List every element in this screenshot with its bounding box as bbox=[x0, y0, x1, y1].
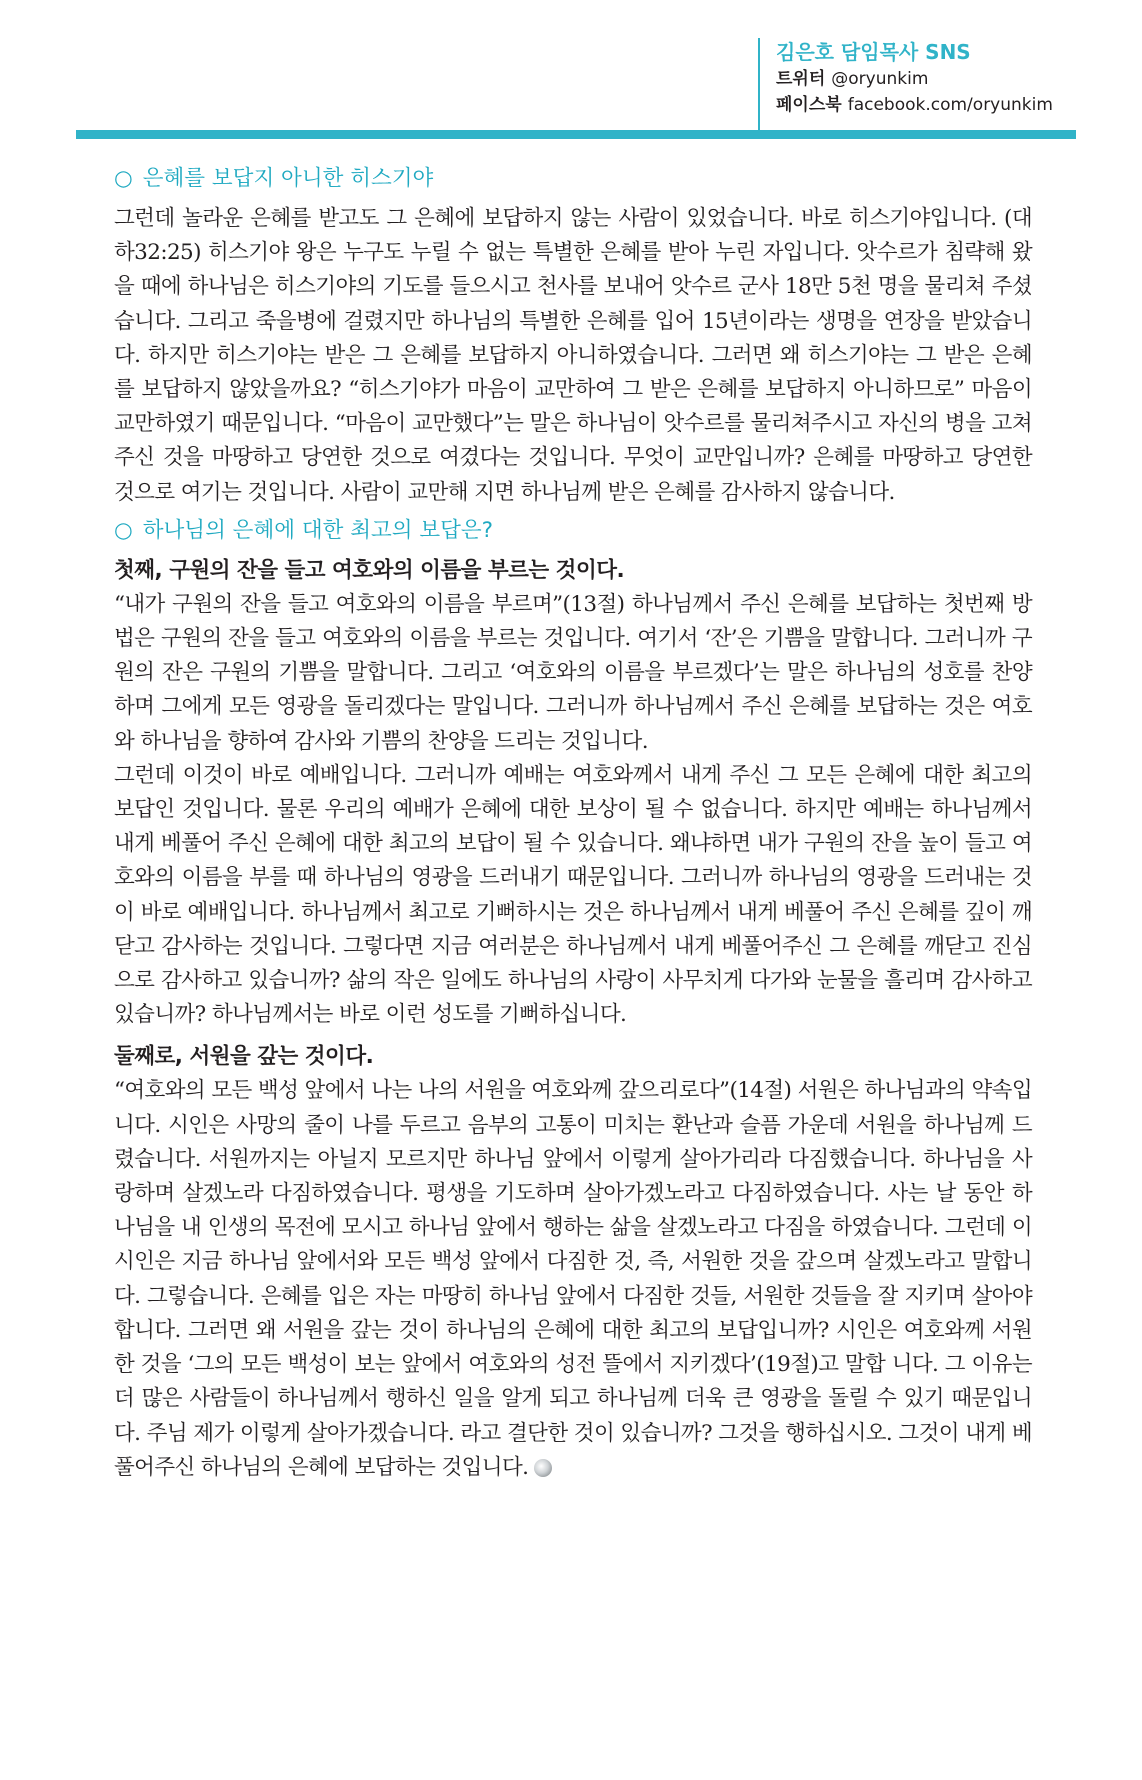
twitter-handle[interactable]: @oryunkim bbox=[831, 69, 929, 89]
section-title-1 bbox=[114, 162, 1032, 196]
twitter-line bbox=[776, 66, 1142, 92]
sns-header bbox=[758, 38, 1142, 130]
section-title-2 bbox=[114, 514, 1032, 548]
header-divider bbox=[76, 130, 1076, 139]
paragraph: “내가 구원의 잔을 들고 여호와의 이름을 부르며”(13절) 하나님께서 주신 은혜를 보답하는 첫번째 방법은 구원의 잔을 들고 여호와의 이름을 부르는 것입니다. 여기서 ‘잔’은 기쁨을 말합니다. 그러니까 구원의 잔은 구원의 기쁨을 말합니다. 그리고 ‘여호와의 이름을 부르겠다’는 말은 하나님의 성호를 찬양하며 그에게 모든 영광을 돌리겠다는 말입니다. 그러니까 하나님께서 주신 은혜를 보답하는 것은 여호와 하나님을 향하여 감사와 기쁨의 찬양을 드리는 것입니다. bbox=[114, 591, 1032, 754]
section-title-text: 은혜를 보답지 아니한 히스기야 bbox=[142, 166, 434, 191]
subheading-second: 둘째로, 서원을 갚는 것이다. bbox=[114, 1044, 374, 1070]
twitter-label: 트위터 bbox=[776, 69, 826, 89]
article-body bbox=[114, 162, 1032, 1485]
paragraph: 그런데 놀라운 은혜를 받고도 그 은혜에 보답하지 않는 사람이 있었습니다. 바로 히스기야입니다. (대하32:25) 히스기야 왕은 누구도 누릴 수 없는 특별한 은혜를 받아 누린 자입니다. 앗수르가 침략해 왔을 때에 하나님은 히스기야의 기도를 들으시고 천사를 보내어 앗수르 군사 18만 5천 명을 물리쳐 주셨습니다. 그리고 죽을병에 걸렸지만 하나님의 특별한 은혜를 입어 15년이라는 생명을 연장을 받았습니다. 하지만 히스기야는 받은 그 은혜를 보답하지 아니하였습니다. 그러면 왜 히스기야는 그 받은 은혜를 보답하지 않았을까요? “히스기야가 마음이 교만하여 그 받은 은혜를 보답하지 아니하므로” 마음이 교만하였기 때문입니다. “마음이 교만했다”는 말은 하나님이 앗수르를 물리쳐주시고 자신의 병을 고쳐 주신 것을 마땅하고 당연한 것으로 여겼다는 것입니다. 무엇이 교만입니까? 은혜를 마땅하고 당연한 것으로 여기는 것입니다. 사람이 교만해 지면 하나님께 받은 은혜를 감사하지 않습니다. bbox=[114, 206, 1032, 505]
circle-bullet-icon: ○ bbox=[114, 517, 133, 543]
circle-bullet-icon: ○ bbox=[114, 166, 133, 191]
paragraph: 그런데 이것이 바로 예배입니다. 그러니까 예배는 여호와께서 내게 주신 그 모든 은혜에 대한 최고의 보답인 것입니다. 물론 우리의 예배가 은혜에 대한 보상이 될 수 없습니다. 하지만 예배는 하나님께서 내게 베풀어 주신 은혜에 대한 최고의 보답이 될 수 있습니다. 왜냐하면 내가 구원의 잔을 높이 들고 여호와의 이름을 부를 때 하나님의 영광을 드러내기 때문입니다. 그러니까 하나님의 영광을 드러내는 것이 바로 예배입니다. 하나님께서 최고로 기뻐하시는 것은 하나님께서 내게 베풀어 주신 은혜를 깊이 깨닫고 감사하는 것입니다. 그렇다면 지금 여러분은 하나님께서 내게 베풀어주신 그 은혜를 깨닫고 진심으로 감사하고 있습니까? 삶의 작은 일에도 하나님의 사랑이 사무치게 다가와 눈물을 흘리며 감사하고 있습니까? 하나님께서는 바로 이런 성도를 기뻐하십니다. bbox=[114, 762, 1032, 1028]
section-title-text: 하나님의 은혜에 대한 최고의 보답은? bbox=[142, 517, 494, 543]
facebook-line bbox=[776, 92, 1142, 118]
end-mark-icon bbox=[534, 1459, 552, 1477]
paragraph-last bbox=[114, 1074, 1032, 1484]
subheading-first: 첫째, 구원의 잔을 들고 여호와의 이름을 부르는 것이다. bbox=[114, 557, 625, 583]
facebook-url[interactable]: facebook.com/oryunkim bbox=[847, 95, 1053, 115]
header-title: 김은호 담임목사 SNS bbox=[776, 40, 971, 64]
facebook-label: 페이스북 bbox=[776, 95, 842, 115]
paragraph-text: “여호와의 모든 백성 앞에서 나는 나의 서원을 여호와께 갚으리로다”(14절) 서원은 하나님과의 약속입니다. 시인은 사망의 줄이 나를 두르고 음부의 고통이 미치는 환난과 슬픔 가운데 서원을 하나님께 드렸습니다. 서원까지는 아닐지 모르지만 하나님 앞에서 이렇게 살아가리라 다짐했습니다. 하나님을 사랑하며 살겠노라 다짐하였습니다. 평생을 기도하며 살아가겠노라고 다짐하였습니다. 사는 날 동안 하나님을 내 인생의 목전에 모시고 하나님 앞에서 행하는 삶을 살겠노라고 다짐을 하였습니다. 그런데 이 시인은 지금 하나님 앞에서와 모든 백성 앞에서 다짐한 것, 즉, 서원한 것을 갚으며 살겠노라고 말합니다. 그렇습니다. 은혜를 입은 자는 마땅히 하나님 앞에서 다짐한 것들, 서원한 것들을 잘 지키며 살아야 합니다. 그러면 왜 서원을 갚는 것이 하나님의 은혜에 대한 최고의 보답입니까? 시인은 여호와께 서원한 것을 ‘그의 모든 백성이 보는 앞에서 여호와의 성전 뜰에서 지키겠다’(19절)고 말합 니다. 그 이유는 더 많은 사람들이 하나님께서 행하신 일을 알게 되고 하나님께 더욱 큰 영광을 돌릴 수 있기 때문입니다. 주님 제가 이렇게 살아가겠습니다. 라고 결단한 것이 있습니까? 그것을 행하십시오. 그것이 내게 베풀어주신 하나님의 은혜에 보답하는 것입니다. bbox=[114, 1078, 1032, 1480]
